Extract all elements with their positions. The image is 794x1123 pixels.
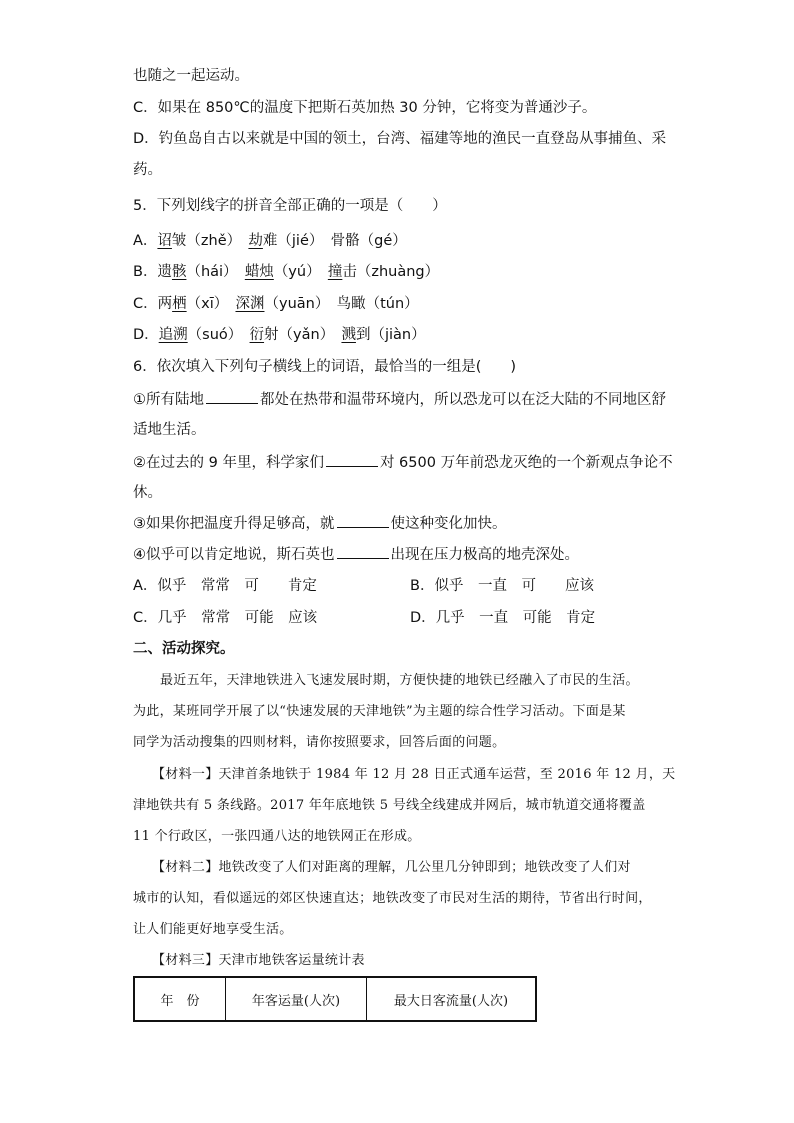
q5-option-b: B．遗骸（hái） 蜡烛（yú） 撞击（zhuàng）	[133, 264, 440, 280]
question-6-stem: 6．依次填入下列句子横线上的词语，最恰当的一组是( )	[133, 359, 517, 375]
fill-blank[interactable]	[337, 513, 389, 528]
q5-option-d: D．追溯（suó） 衍射（yǎn） 溅到（jiàn）	[133, 327, 426, 343]
q6-sentence-2: ②在过去的 9 年里，科学家们 对 6500 万年前恐龙灭绝的一个新观点争论不	[133, 452, 673, 473]
material-1-line: 【材料一】天津首条地铁于 1984 年 12 月 28 日正式通车运营，至 2016 年 12 月，天	[152, 767, 676, 782]
q6-option-d: D．几乎 一直 可能 肯定	[410, 610, 596, 626]
table-header-year: 年 份	[134, 977, 226, 1021]
q6-sentence-3: ③如果你把温度升得足够高，就 使这种变化加快。	[133, 513, 507, 534]
text-line: 休。	[133, 485, 162, 501]
text-line: 药。	[133, 162, 162, 178]
text-line: D．钓鱼岛自古以来就是中国的领土，台湾、福建等地的渔民一直登岛从事捕鱼、采	[133, 131, 667, 147]
intro-line: 为此，某班同学开展了以“快速发展的天津地铁”为主题的综合性学习活动。下面是某	[133, 704, 626, 719]
fill-blank[interactable]	[206, 389, 258, 404]
intro-line: 同学为活动搜集的四则材料，请你按照要求，回答后面的问题。	[133, 735, 506, 750]
material-1-line: 11 个行政区，一张四通八达的地铁网正在形成。	[133, 829, 421, 844]
text-line: C．如果在 850℃的温度下把斯石英加热 30 分钟，它将变为普通沙子。	[133, 100, 597, 116]
section-title: 二、活动探究。	[133, 641, 235, 657]
fill-blank[interactable]	[326, 452, 378, 467]
table-header-row	[134, 977, 536, 1021]
material-1-line: 津地铁共有 5 条线路。2017 年年底地铁 5 号线全线建成并网后，城市轨道交通将覆盖	[133, 798, 646, 813]
q6-option-c: C．几乎 常常 可能 应该	[133, 610, 318, 626]
question-5-stem: 5．下列划线字的拼音全部正确的一项是（ ）	[133, 198, 447, 214]
q5-option-a: A．诏皱（zhě） 劫难（jié） 骨骼（gé）	[133, 233, 407, 249]
material-2-line: 【材料二】地铁改变了人们对距离的理解，几公里几分钟即到；地铁改变了人们对	[152, 860, 631, 875]
q5-option-c: C．两栖（xī） 深渊（yuān） 鸟瞰（tún）	[133, 296, 419, 312]
fill-blank[interactable]	[337, 544, 389, 559]
q6-sentence-4: ④似乎可以肯定地说，斯石英也 出现在压力极高的地壳深处。	[133, 544, 579, 565]
material-3-title: 【材料三】天津市地铁客运量统计表	[152, 953, 365, 968]
table-header-daily: 最大日客流量(人次)	[367, 977, 537, 1021]
material-2-line: 城市的认知，看似遥远的郊区快速直达；地铁改变了市民对生活的期待，节省出行时间，	[133, 891, 652, 906]
ridership-table	[133, 976, 537, 1022]
text-line: 适地生活。	[133, 422, 206, 438]
q6-option-b: B．似乎 一直 可 应该	[410, 578, 594, 594]
intro-line: 最近五年，天津地铁进入飞速发展时期，方便快捷的地铁已经融入了市民的生活。	[160, 673, 639, 688]
material-2-line: 让人们能更好地享受生活。	[133, 922, 293, 937]
q6-option-a: A．似乎 常常 可 肯定	[133, 578, 317, 594]
table-header-annual: 年客运量(人次)	[226, 977, 367, 1021]
text-line: 也随之一起运动。	[133, 68, 249, 84]
q6-sentence-1: ①所有陆地 都处在热带和温带环境内，所以恐龙可以在泛大陆的不同地区舒	[133, 389, 666, 410]
